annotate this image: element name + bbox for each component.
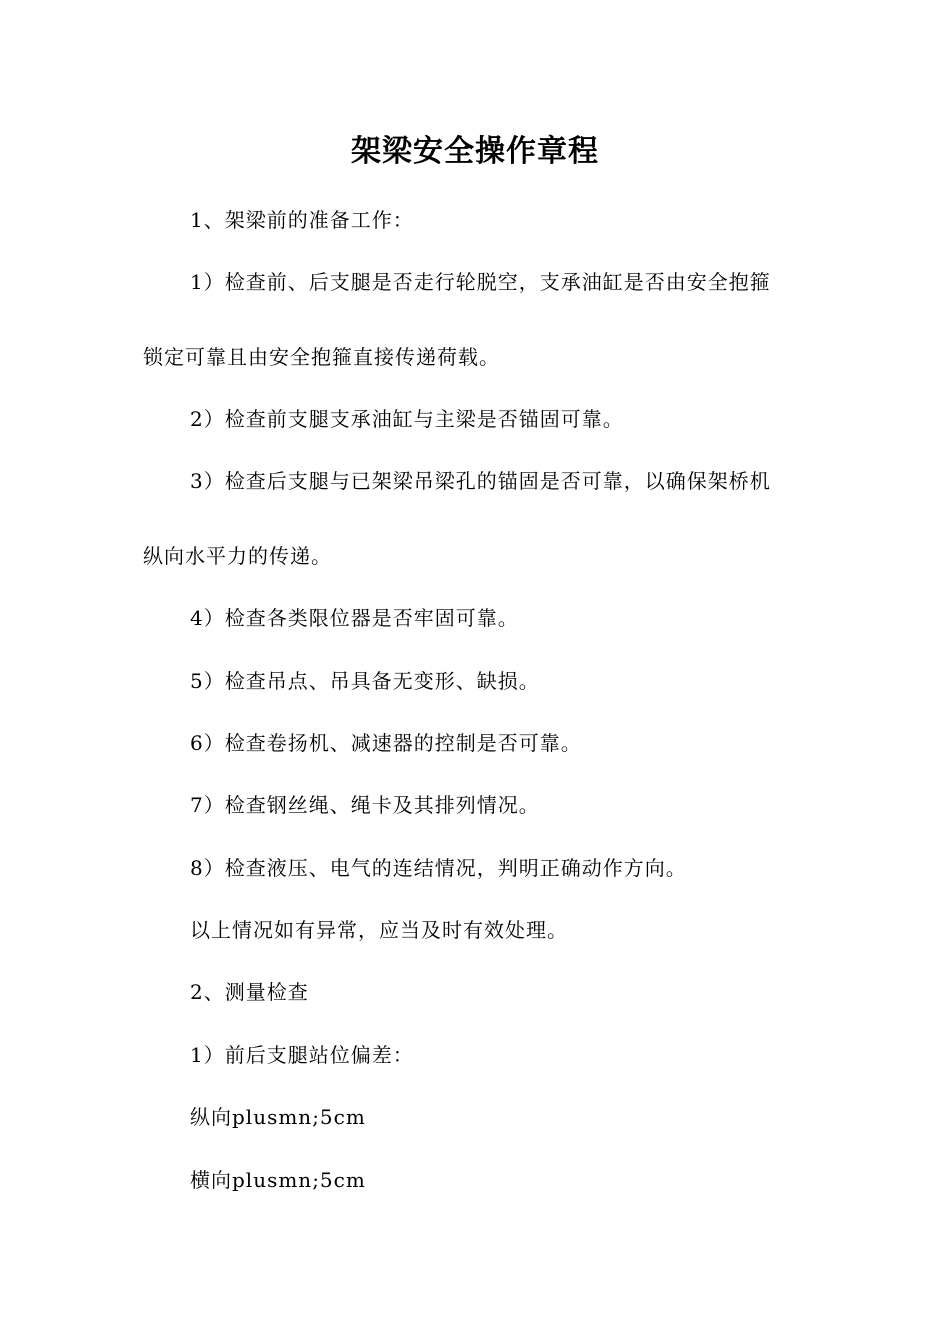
paragraph-line: 1）前后支腿站位偏差： [190,1043,414,1067]
section-heading-measurement: 2、测量检查 [190,980,309,1004]
paragraph-line: 4）检查各类限位器是否牢固可靠。 [190,606,519,630]
paragraph-line-continuation: 纵向水平力的传递。 [143,544,332,568]
page-title: 架梁安全操作章程 [351,134,599,169]
paragraph-line: 以上情况如有异常，应当及时有效处理。 [190,918,568,942]
section-heading-preparation: 1、架梁前的准备工作： [190,208,414,232]
tolerance-line-longitudinal: 纵向plusmn;5cm [190,1105,366,1129]
paragraph-line: 7）检查钢丝绳、绳卡及其排列情况。 [190,793,540,817]
paragraph-line: 3）检查后支腿与已架梁吊梁孔的锚固是否可靠，以确保架桥机 [190,469,771,493]
tolerance-line-transverse: 横向plusmn;5cm [190,1168,366,1192]
paragraph-line: 6）检查卷扬机、减速器的控制是否可靠。 [190,731,582,755]
paragraph-line: 2）检查前支腿支承油缸与主梁是否锚固可靠。 [190,407,624,431]
paragraph-line-continuation: 锁定可靠且由安全抱箍直接传递荷载。 [143,345,500,369]
paragraph-line: 1）检查前、后支腿是否走行轮脱空，支承油缸是否由安全抱箍 [190,270,771,294]
paragraph-line: 5）检查吊点、吊具备无变形、缺损。 [190,669,540,693]
paragraph-line: 8）检查液压、电气的连结情况，判明正确动作方向。 [190,856,687,880]
